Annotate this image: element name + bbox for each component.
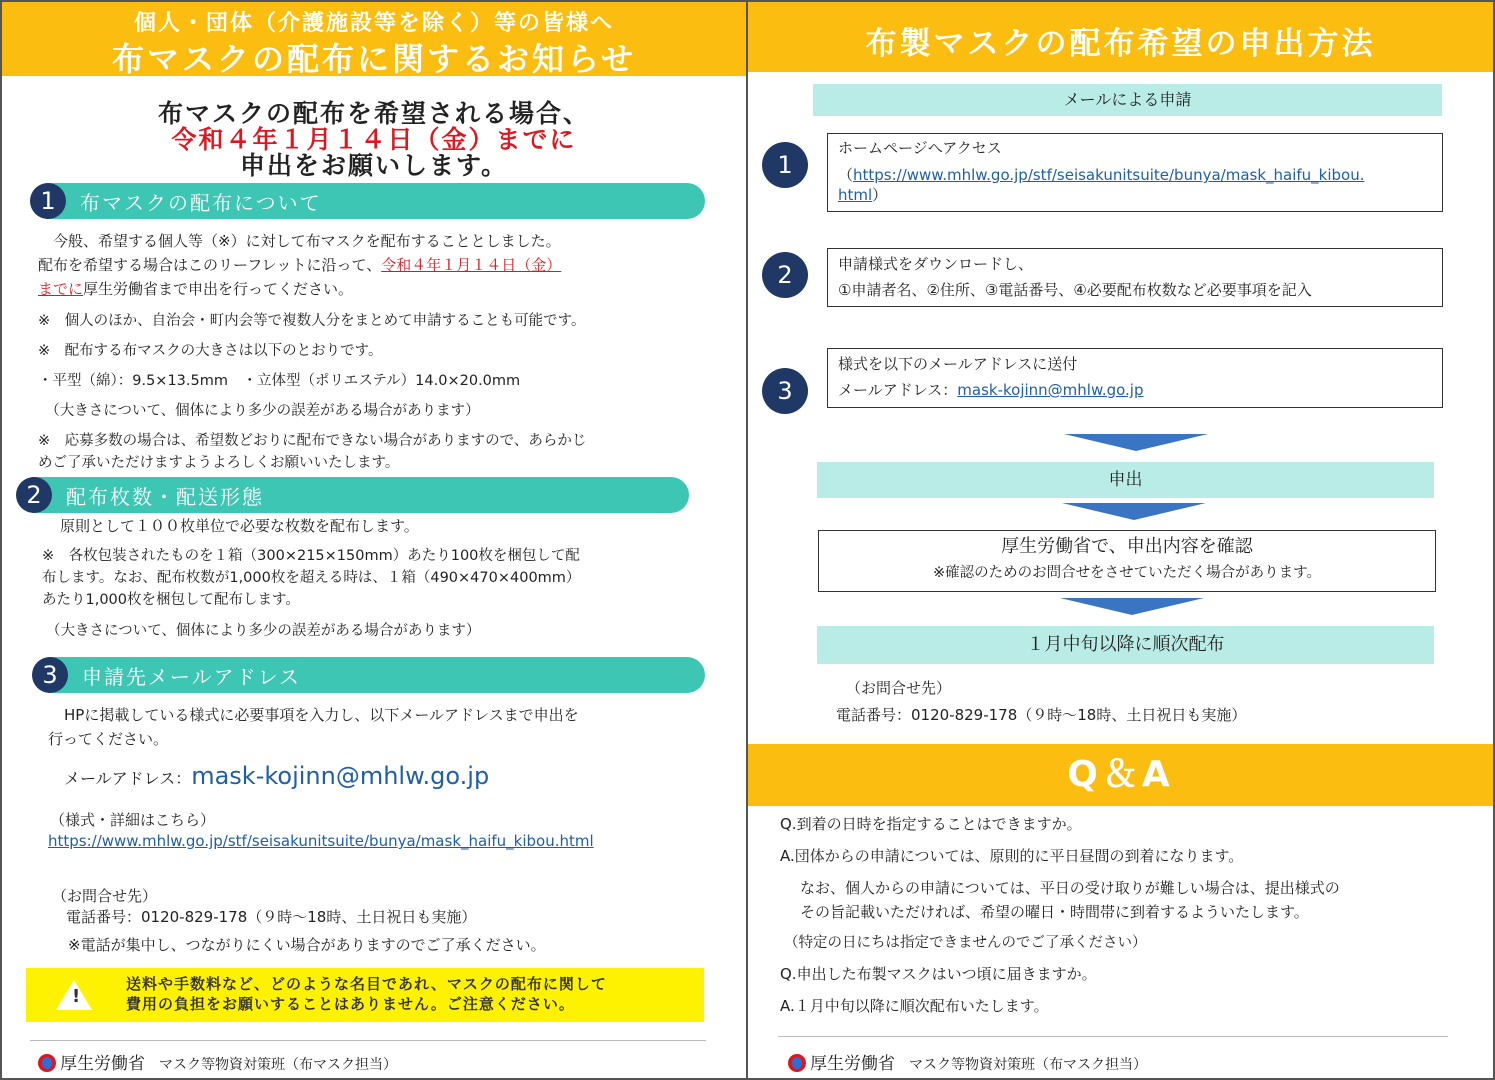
qa-a1-note: （特定の日にちは指定できませんのでご了承ください） bbox=[784, 935, 1147, 951]
s1-note-6: めご了承いただけますようよろしくお願いいたします。 bbox=[38, 455, 400, 471]
warning-line-2: 費用の負担をお願いすることはありません。ご注意ください。 bbox=[126, 995, 575, 1013]
mhlw-logo-icon bbox=[788, 1054, 806, 1072]
step-3-box bbox=[827, 348, 1443, 408]
s3-paragraph-2: 行ってください。 bbox=[48, 730, 169, 748]
s1-paragraph-2a: 配布を希望する場合はこのリーフレットに沿って、 bbox=[38, 256, 382, 274]
qa-a1-body-1: なお、個人からの申請については、平日の受け取りが難しい場合は、提出様式の bbox=[800, 879, 1340, 897]
step-2-number: 2 bbox=[762, 252, 808, 298]
section-2-title: 配布枚数・配送形態 bbox=[66, 485, 264, 509]
s1-note-1: ※ 個人のほか、自治会・町内会等で複数人分をまとめて申請することも可能です。 bbox=[38, 313, 586, 329]
left-footer bbox=[38, 1049, 397, 1074]
s1-note-4: （大きさについて、個体により多少の誤差がある場合があります） bbox=[38, 403, 480, 419]
s1-note-2: ※ 配布する布マスクの大きさは以下のとおりです。 bbox=[38, 343, 383, 359]
right-header bbox=[748, 2, 1493, 72]
step-2-line-1: 申請様式をダウンロードし、 bbox=[838, 255, 1034, 273]
left-footer-org: 厚生労働省 bbox=[60, 1054, 145, 1074]
right-footer-org: 厚生労働省 bbox=[810, 1054, 895, 1074]
step-1-url-row-2 bbox=[838, 185, 1432, 205]
step-1-url-link-end[interactable]: html bbox=[838, 186, 873, 204]
right-footer-team: マスク等物資対策班（布マスク担当） bbox=[909, 1057, 1147, 1073]
left-header-subtitle: 個人・団体（介護施設等を除く）等の皆様へ bbox=[133, 11, 614, 36]
s3-mail-label: メールアドレス： bbox=[64, 769, 192, 788]
step-3-mail-label: メールアドレス： bbox=[838, 381, 958, 399]
flow-confirm-main: 厚生労働省で、申出内容を確認 bbox=[1001, 536, 1253, 557]
lead-deadline: 令和４年１月１４日（金）までに bbox=[171, 125, 577, 154]
step-3-mail-link[interactable]: mask-kojinn@mhlw.go.jp bbox=[957, 381, 1144, 399]
column-divider bbox=[746, 0, 748, 1080]
step-3-line-1: 様式を以下のメールアドレスに送付 bbox=[838, 355, 1078, 373]
warning-box bbox=[26, 968, 704, 1022]
s3-mail-row bbox=[64, 762, 489, 790]
step-3-number: 3 bbox=[762, 368, 808, 414]
step-1-url-link[interactable]: https://www.mhlw.go.jp/stf/seisakunitsuite/bunya/mask_haifu_kibou. bbox=[853, 166, 1365, 184]
s3-url-link[interactable]: https://www.mhlw.go.jp/stf/seisakunitsuite/bunya/mask_haifu_kibou.html bbox=[48, 832, 594, 850]
flow-step-distribute: １月中旬以降に順次配布 bbox=[817, 626, 1434, 664]
step-1-url-row bbox=[838, 165, 1432, 185]
warning-line-1: 送料や手数料など、どのような名目であれ、マスクの配布に関して bbox=[126, 975, 607, 993]
section-3-header bbox=[42, 657, 705, 693]
flow-arrow-down-icon bbox=[1060, 598, 1204, 615]
s2-note-1: ※ 各枚包装されたものを１箱（300×215×150mm）あたり100枚を梱包して配 bbox=[42, 548, 580, 564]
left-footer-rule bbox=[30, 1040, 706, 1041]
s3-detail-label: （様式・詳細はこちら） bbox=[50, 811, 216, 829]
s3-paragraph-1: HPに掲載している様式に必要事項を入力し、以下メールアドレスまで申出を bbox=[64, 706, 579, 724]
s1-paragraph-3 bbox=[38, 277, 353, 301]
section-3-title: 申請先メールアドレス bbox=[82, 665, 301, 689]
step-1-paren-close: ） bbox=[872, 186, 888, 204]
section-3-number: 3 bbox=[32, 657, 68, 693]
lead-line-3: 申出をお願いします。 bbox=[239, 151, 508, 180]
step-1-line-1: ホームページへアクセス bbox=[838, 139, 1002, 157]
s3-mail-link[interactable]: mask-kojinn@mhlw.go.jp bbox=[191, 762, 490, 790]
left-footer-team: マスク等物資対策班（布マスク担当） bbox=[159, 1057, 397, 1073]
qa-q2: Q.申出した布製マスクはいつ頃に届きますか。 bbox=[780, 965, 1097, 983]
qa-a1-body-2: その旨記載いただければ、希望の曜日・時間帯に到着するよういたします。 bbox=[800, 903, 1309, 921]
section-2-header bbox=[26, 477, 689, 513]
s2-note-3: あたり1,000枚を梱包して配布します。 bbox=[42, 592, 300, 608]
left-header-title: 布マスクの配布に関するお知らせ bbox=[111, 40, 637, 78]
s1-paragraph-3b: 厚生労働省まで申出を行ってください。 bbox=[83, 280, 354, 298]
step-2-box bbox=[827, 248, 1443, 307]
flow-confirm-note: ※確認のためのお問合せをさせていただく場合があります。 bbox=[933, 565, 1321, 581]
flow-step-submit: 申出 bbox=[817, 462, 1434, 498]
step-2-line-2: ①申請者名、②住所、③電話番号、④必要配布枚数など必要事項を記入 bbox=[838, 281, 1312, 299]
right-footer-rule bbox=[778, 1036, 1448, 1037]
warning-exclamation-icon: ! bbox=[72, 986, 81, 1007]
right-contact-label: （お問合せ先） bbox=[846, 679, 952, 697]
mhlw-logo-icon bbox=[38, 1054, 56, 1072]
step-1-paren-open: （ bbox=[838, 166, 854, 184]
flow-step-confirm bbox=[818, 530, 1436, 592]
right-footer bbox=[788, 1049, 1147, 1074]
s2-paragraph-1: 原則として１００枚単位で必要な枚数を配布します。 bbox=[60, 517, 419, 535]
flow-arrow-down-icon bbox=[1062, 503, 1206, 520]
step-1-box bbox=[827, 133, 1443, 212]
s1-deadline-b: までに bbox=[38, 280, 84, 298]
section-1-number: 1 bbox=[30, 183, 66, 219]
s1-paragraph-2 bbox=[38, 253, 561, 277]
step-3-line-2 bbox=[838, 377, 1432, 403]
s1-paragraph-1: 今般、希望する個人等（※）に対して布マスクを配布することとしました。 bbox=[38, 232, 561, 250]
section-2-number: 2 bbox=[16, 477, 52, 513]
flow-arrow-down-icon bbox=[1064, 434, 1208, 451]
left-header bbox=[2, 2, 746, 76]
step-1-number: 1 bbox=[762, 142, 808, 188]
qa-a1: A.団体からの申請については、原則的に平日昼間の到着になります。 bbox=[780, 847, 1244, 865]
right-header-title: 布製マスクの配布希望の申出方法 bbox=[865, 26, 1376, 62]
qa-q1: Q.到着の日時を指定することはできますか。 bbox=[780, 815, 1082, 833]
qa-header: Q＆A bbox=[748, 744, 1493, 806]
qa-a2: A.１月中旬以降に順次配布いたします。 bbox=[780, 997, 1049, 1015]
warning-text bbox=[126, 974, 607, 1014]
lead-line-1: 布マスクの配布を希望される場合、 bbox=[157, 99, 590, 128]
section-1-title: 布マスクの配布について bbox=[80, 191, 322, 215]
s2-note-2: 布します。なお、配布枚数が1,000枚を超える時は、１箱（490×470×400mm） bbox=[42, 570, 581, 586]
section-1-header bbox=[40, 183, 705, 219]
mail-apply-bar: メールによる申請 bbox=[813, 84, 1442, 116]
s1-note-3: ・平型（綿）：9.5×13.5mm ・立体型（ポリエステル）14.0×20.0mm bbox=[38, 373, 521, 389]
left-contact-tel: 電話番号：0120-829-178（９時～18時、土日祝日も実施） bbox=[66, 908, 477, 926]
s2-note-4: （大きさについて、個体により多少の誤差がある場合があります） bbox=[46, 623, 481, 639]
right-contact-tel: 電話番号：0120-829-178（９時～18時、土日祝日も実施） bbox=[836, 706, 1247, 724]
s1-deadline-a: 令和４年１月１４日（金） bbox=[381, 256, 562, 274]
s1-note-5: ※ 応募多数の場合は、希望数どおりに配布できない場合がありますので、あらかじ bbox=[38, 433, 587, 449]
left-contact-label: （お問合せ先） bbox=[52, 887, 158, 905]
left-contact-note: ※電話が集中し、つながりにくい場合がありますのでご了承ください。 bbox=[68, 936, 546, 954]
